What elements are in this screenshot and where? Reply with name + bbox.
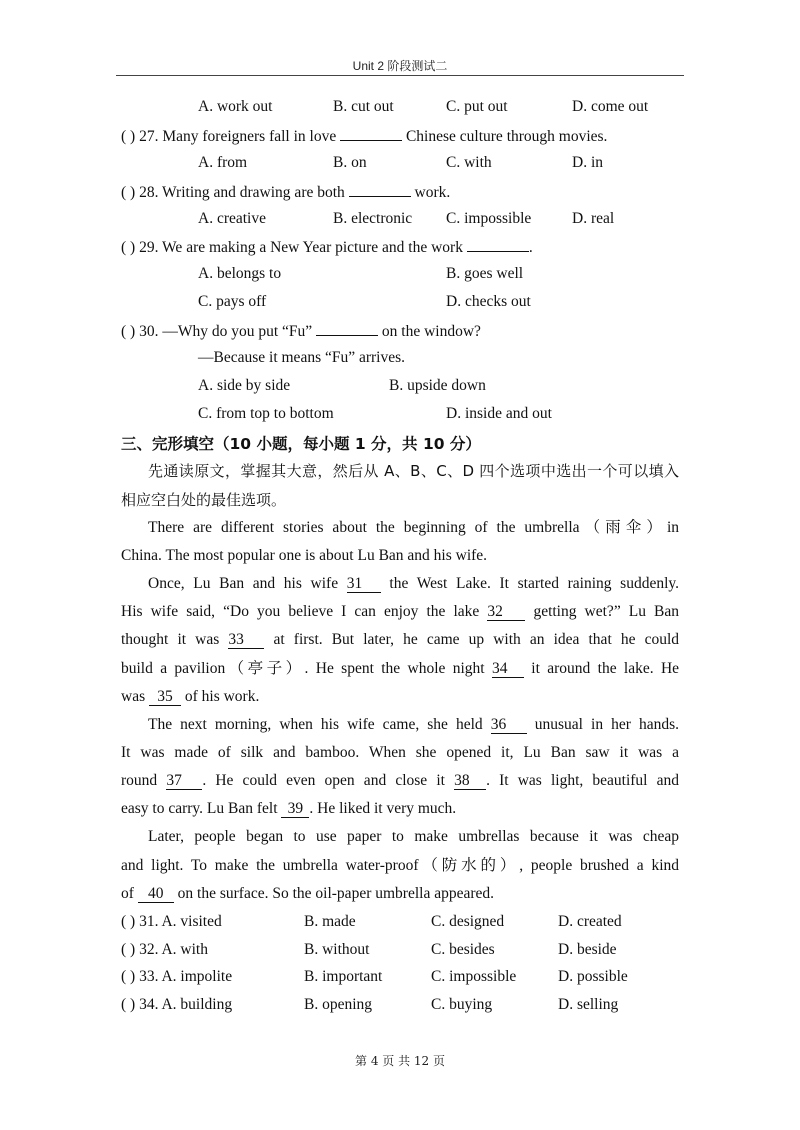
cloze-31-option-c: C. designed [431,913,505,930]
question-30 [121,320,481,342]
question-text: 27. Many foreigners fall in love [139,128,337,145]
cloze-blank: 37 [166,772,202,790]
q28-option-d: D. real [572,210,615,227]
q26-option-a: A. work out [198,98,273,115]
section-instruction-line1: 先通读原文，掌握其大意，然后从 A、B、C、D 四个选项中选出一个可以填入 [148,462,679,480]
q30-option-c: C. from top to bottom [198,405,334,422]
question-text: 30. —Why do you put “Fu” [139,323,313,340]
passage-p2-line5: was 35 of his work. [121,688,260,705]
cloze-question-32: ( ) 32. A. with [121,941,208,958]
cloze-32-option-d: D. beside [558,941,617,958]
q27-option-a: A. from [198,154,248,171]
passage-p1-line1: There are different stories about the beginning of the umbrella（雨伞）in [148,519,679,536]
q27-option-d: D. in [572,154,603,171]
q26-option-d: D. come out [572,98,649,115]
answer-bracket[interactable]: ( ) [121,184,136,201]
cloze-32-option-c: C. besides [431,941,495,958]
q28-option-c: C. impossible [446,210,532,227]
cloze-32-option-b: B. without [304,941,370,958]
section-instruction-line2: 相应空白处的最佳选项。 [121,491,287,509]
q29-option-b: B. goes well [446,265,524,282]
cloze-blank: 35 [149,688,181,706]
cloze-question-31: ( ) 31. A. visited [121,913,222,930]
page-header: Unit 2 阶段测试二 [352,59,448,73]
cloze-31-option-d: D. created [558,913,622,930]
question-28 [121,181,450,203]
answer-bracket[interactable]: ( ) [121,996,136,1013]
q26-option-c: C. put out [446,98,508,115]
cloze-31-option-b: B. made [304,913,356,930]
passage-p3-line2: It was made of silk and bamboo. When she opened it, Lu Ban saw it was a [121,744,679,761]
question-text-after: work. [414,184,451,201]
q27-option-b: B. on [333,154,367,171]
answer-bracket[interactable]: ( ) [121,239,136,256]
q27-option-c: C. with [446,154,492,171]
cloze-blank: 31 [347,575,381,593]
passage-p3-line4: easy to carry. Lu Ban felt 39 . He liked it very much. [121,800,457,817]
section-title: 三、完形填空（10 小题，每小题 1 分，共 10 分） [121,435,481,453]
passage-p4-line3: of 40 on the surface. So the oil-paper umbrella appeared. [121,885,494,902]
q29-option-c: C. pays off [198,293,267,310]
header-rule [116,75,684,76]
question-text-after: on the window? [381,323,481,340]
q30-option-a: A. side by side [198,377,291,394]
question-29 [121,236,533,258]
cloze-33-option-c: C. impossible [431,968,517,985]
cloze-blank: 40 [138,885,174,903]
cloze-blank: 38 [454,772,486,790]
cloze-blank: 39 [281,800,309,818]
cloze-34-option-d: D. selling [558,996,619,1013]
q29-option-a: A. belongs to [198,265,282,282]
q30-response: —Because it means “Fu” arrives. [198,349,406,366]
cloze-question-34: ( ) 34. A. building [121,996,233,1013]
cloze-33-option-b: B. important [304,968,383,985]
q30-option-d: D. inside and out [446,405,552,422]
passage-p2-line4: build a pavilion（亭子）. He spent the whole night 34 it around the lake. He [121,660,680,677]
cloze-blank: 32 [487,603,525,621]
answer-bracket[interactable]: ( ) [121,323,136,340]
answer-bracket[interactable]: ( ) [121,968,136,985]
cloze-blank: 33 [228,631,264,649]
passage-p2-line3: thought it was 33 at first. But later, he came up with an idea that he could [121,631,680,648]
question-27 [121,125,607,147]
question-text-after: . [528,239,533,256]
passage-p3-line1: The next morning, when his wife came, she held 36 unusual in her hands. [148,716,680,733]
passage-p4-line2: and light. To make the umbrella water-proof（防水的）, people brushed a kind [121,857,679,874]
answer-bracket[interactable]: ( ) [121,941,136,958]
page-footer: 第 4 页 共 12 页 [355,1054,445,1068]
q29-option-d: D. checks out [446,293,531,310]
answer-blank [467,236,529,252]
cloze-question-33: ( ) 33. A. impolite [121,968,233,985]
cloze-33-option-d: D. possible [558,968,628,985]
answer-blank [316,320,378,336]
answer-bracket[interactable]: ( ) [121,913,136,930]
cloze-blank: 34 [492,660,524,678]
question-text: 28. Writing and drawing are both [139,184,345,201]
question-text-after: Chinese culture through movies. [405,128,608,145]
q26-option-b: B. cut out [333,98,394,115]
passage-p3-line3: round 37 . He could even open and close it 38 . It was light, beautiful and [121,772,680,789]
cloze-34-option-b: B. opening [304,996,373,1013]
answer-blank [349,181,411,197]
q30-option-b: B. upside down [389,377,486,394]
passage-p2-line1: Once, Lu Ban and his wife 31 the West Lake. It started raining suddenly. [148,575,680,592]
answer-bracket[interactable]: ( ) [121,128,136,145]
passage-p1-line2: China. The most popular one is about Lu Ban and his wife. [121,547,488,564]
passage-p4-line1: Later, people began to use paper to make umbrellas because it was cheap [148,828,679,845]
cloze-34-option-c: C. buying [431,996,493,1013]
cloze-blank: 36 [491,716,527,734]
passage-p2-line2: His wife said, “Do you believe I can enjoy the lake 32 getting wet?” Lu Ban [121,603,680,620]
question-text: 29. We are making a New Year picture and the work [139,239,463,256]
q28-option-a: A. creative [198,210,266,227]
answer-blank [340,125,402,141]
q28-option-b: B. electronic [333,210,413,227]
